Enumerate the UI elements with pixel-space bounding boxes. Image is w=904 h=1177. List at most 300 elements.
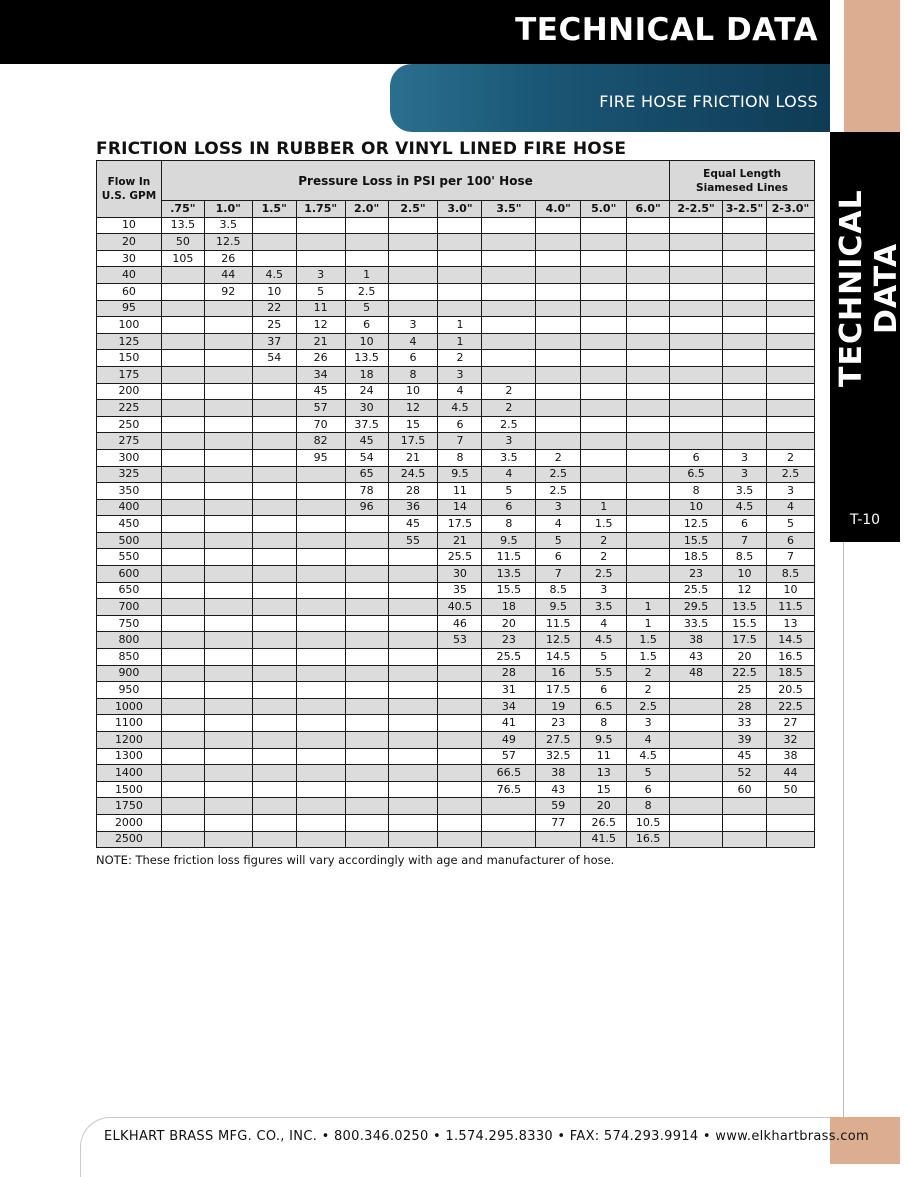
loss-cell: 11.5 <box>482 549 536 566</box>
table-row <box>97 649 815 666</box>
loss-cell <box>296 582 345 599</box>
loss-cell: 22.5 <box>723 665 767 682</box>
loss-cell: 30 <box>345 400 388 417</box>
loss-cell <box>766 333 814 350</box>
loss-cell: 6 <box>345 317 388 334</box>
loss-cell <box>627 416 670 433</box>
loss-cell: 4.5 <box>723 499 767 516</box>
loss-cell: 20.5 <box>766 682 814 699</box>
loss-cell: 4 <box>482 466 536 483</box>
loss-cell <box>161 383 204 400</box>
loss-cell: 5 <box>296 283 345 300</box>
loss-cell: 4.5 <box>627 748 670 765</box>
loss-cell <box>581 466 627 483</box>
table-row <box>97 416 815 433</box>
header-equal-line2: Siamesed Lines <box>696 181 789 194</box>
side-tab-label: TECHNICAL DATA <box>834 189 904 387</box>
loss-cell: 6 <box>723 516 767 533</box>
loss-cell <box>627 383 670 400</box>
loss-cell: 1 <box>627 599 670 616</box>
loss-cell <box>723 400 767 417</box>
table-title: FRICTION LOSS IN RUBBER OR VINYL LINED FIRE HOSE <box>96 139 627 159</box>
loss-cell <box>345 798 388 815</box>
loss-cell <box>766 383 814 400</box>
loss-cell: 2.5 <box>581 566 627 583</box>
loss-cell <box>627 366 670 383</box>
loss-cell <box>670 300 723 317</box>
loss-cell <box>296 682 345 699</box>
loss-cell: 20 <box>482 615 536 632</box>
loss-cell: 16.5 <box>627 831 670 848</box>
loss-cell: 25.5 <box>670 582 723 599</box>
header-size-cell: 4.0" <box>536 201 581 218</box>
loss-cell <box>204 765 252 782</box>
loss-cell <box>723 217 767 234</box>
loss-cell <box>204 781 252 798</box>
loss-cell <box>161 483 204 500</box>
loss-cell <box>723 798 767 815</box>
loss-cell <box>627 516 670 533</box>
loss-cell: 3.5 <box>204 217 252 234</box>
loss-cell: 18.5 <box>766 665 814 682</box>
loss-cell: 7 <box>438 433 482 450</box>
loss-cell: 13.5 <box>161 217 204 234</box>
loss-cell <box>388 250 438 267</box>
loss-cell <box>296 483 345 500</box>
loss-cell <box>161 698 204 715</box>
loss-cell <box>536 383 581 400</box>
loss-cell <box>766 217 814 234</box>
loss-cell: 28 <box>388 483 438 500</box>
loss-cell: 43 <box>670 649 723 666</box>
table-row <box>97 831 815 848</box>
header-flow: Flow In U.S. GPM <box>97 161 162 218</box>
table-row <box>97 798 815 815</box>
flow-cell: 10 <box>97 217 162 234</box>
loss-cell <box>670 781 723 798</box>
loss-cell: 49 <box>482 732 536 749</box>
loss-cell <box>670 715 723 732</box>
loss-cell <box>345 781 388 798</box>
loss-cell <box>670 234 723 251</box>
loss-cell: 26 <box>204 250 252 267</box>
loss-cell: 2 <box>627 682 670 699</box>
table-row <box>97 748 815 765</box>
loss-cell: 21 <box>388 449 438 466</box>
loss-cell <box>252 499 296 516</box>
loss-cell <box>438 217 482 234</box>
loss-cell <box>482 317 536 334</box>
loss-cell <box>204 715 252 732</box>
loss-cell <box>581 267 627 284</box>
loss-cell: 12.5 <box>204 234 252 251</box>
loss-cell <box>581 217 627 234</box>
loss-cell: 14 <box>438 499 482 516</box>
loss-cell: 32 <box>766 732 814 749</box>
loss-cell: 6.5 <box>670 466 723 483</box>
flow-cell: 1750 <box>97 798 162 815</box>
flow-cell: 750 <box>97 615 162 632</box>
flow-cell: 225 <box>97 400 162 417</box>
loss-cell <box>204 532 252 549</box>
loss-cell <box>252 665 296 682</box>
loss-cell <box>482 831 536 848</box>
loss-cell <box>388 814 438 831</box>
loss-cell <box>766 234 814 251</box>
page-title: TECHNICAL DATA <box>515 12 818 48</box>
loss-cell <box>204 416 252 433</box>
loss-cell <box>670 698 723 715</box>
loss-cell: 23 <box>482 632 536 649</box>
loss-cell: 26 <box>296 350 345 367</box>
loss-cell: 20 <box>723 649 767 666</box>
loss-cell <box>627 466 670 483</box>
loss-cell <box>581 366 627 383</box>
loss-cell <box>536 267 581 284</box>
header-size-cell: .75" <box>161 201 204 218</box>
header-equal-length <box>670 161 815 201</box>
loss-cell <box>252 383 296 400</box>
loss-cell: 4.5 <box>252 267 296 284</box>
loss-cell: 17.5 <box>723 632 767 649</box>
loss-cell: 15.5 <box>670 532 723 549</box>
loss-cell <box>388 798 438 815</box>
loss-cell <box>723 831 767 848</box>
flow-cell: 900 <box>97 665 162 682</box>
loss-cell: 8.5 <box>723 549 767 566</box>
loss-cell: 5 <box>482 483 536 500</box>
table-row <box>97 483 815 500</box>
loss-cell <box>345 217 388 234</box>
loss-cell <box>766 350 814 367</box>
loss-cell <box>345 234 388 251</box>
loss-cell <box>296 499 345 516</box>
loss-cell: 11 <box>581 748 627 765</box>
loss-cell <box>204 599 252 616</box>
loss-cell: 2.5 <box>482 416 536 433</box>
loss-cell <box>388 566 438 583</box>
flow-cell: 1300 <box>97 748 162 765</box>
loss-cell <box>627 317 670 334</box>
loss-cell: 15 <box>388 416 438 433</box>
loss-cell: 41.5 <box>581 831 627 848</box>
loss-cell: 3.5 <box>482 449 536 466</box>
loss-cell <box>438 814 482 831</box>
loss-cell <box>345 532 388 549</box>
loss-cell <box>161 615 204 632</box>
loss-cell <box>345 814 388 831</box>
loss-cell <box>161 516 204 533</box>
table-row <box>97 283 815 300</box>
loss-cell <box>627 267 670 284</box>
flow-cell: 20 <box>97 234 162 251</box>
loss-cell <box>296 715 345 732</box>
header-size-cell: 2.0" <box>345 201 388 218</box>
loss-cell <box>388 715 438 732</box>
loss-cell <box>252 715 296 732</box>
loss-cell <box>296 831 345 848</box>
flow-cell: 150 <box>97 350 162 367</box>
loss-cell <box>670 748 723 765</box>
loss-cell <box>670 366 723 383</box>
loss-cell <box>296 599 345 616</box>
loss-cell <box>161 499 204 516</box>
loss-cell: 18 <box>482 599 536 616</box>
loss-cell: 76.5 <box>482 781 536 798</box>
loss-cell: 9.5 <box>438 466 482 483</box>
loss-cell: 33.5 <box>670 615 723 632</box>
loss-cell: 27.5 <box>536 732 581 749</box>
table-row <box>97 682 815 699</box>
header-sizes-row <box>97 201 815 218</box>
table-row <box>97 350 815 367</box>
loss-cell <box>536 831 581 848</box>
loss-cell <box>627 234 670 251</box>
loss-cell <box>345 698 388 715</box>
loss-cell: 22.5 <box>766 698 814 715</box>
table-row <box>97 632 815 649</box>
loss-cell <box>627 549 670 566</box>
loss-cell: 3 <box>766 483 814 500</box>
loss-cell <box>438 698 482 715</box>
loss-cell: 3 <box>723 449 767 466</box>
loss-cell <box>627 449 670 466</box>
header-size-cell: 6.0" <box>627 201 670 218</box>
footer-contact: ELKHART BRASS MFG. CO., INC. • 800.346.0250 • 1.574.295.8330 • FAX: 574.293.9914 • www.elkhartbrass.com <box>104 1129 869 1144</box>
loss-cell <box>536 217 581 234</box>
loss-cell <box>723 333 767 350</box>
loss-cell <box>438 234 482 251</box>
loss-cell: 10 <box>670 499 723 516</box>
loss-cell: 50 <box>766 781 814 798</box>
page-number: T-10 <box>849 512 881 528</box>
loss-cell: 96 <box>345 499 388 516</box>
loss-cell: 2 <box>766 449 814 466</box>
loss-cell <box>670 333 723 350</box>
table-row <box>97 615 815 632</box>
loss-cell <box>252 466 296 483</box>
loss-cell <box>252 433 296 450</box>
loss-cell: 7 <box>723 532 767 549</box>
table-row <box>97 250 815 267</box>
loss-cell <box>581 283 627 300</box>
loss-cell: 24.5 <box>388 466 438 483</box>
loss-cell: 30 <box>438 566 482 583</box>
loss-cell <box>204 748 252 765</box>
loss-cell <box>296 748 345 765</box>
table-row <box>97 449 815 466</box>
loss-cell: 17.5 <box>438 516 482 533</box>
loss-cell: 5.5 <box>581 665 627 682</box>
loss-cell <box>482 366 536 383</box>
loss-cell: 21 <box>296 333 345 350</box>
loss-cell <box>345 516 388 533</box>
loss-cell <box>252 234 296 251</box>
loss-cell: 45 <box>388 516 438 533</box>
loss-cell <box>388 831 438 848</box>
loss-cell <box>723 267 767 284</box>
loss-cell: 6 <box>482 499 536 516</box>
loss-cell <box>252 632 296 649</box>
loss-cell <box>388 267 438 284</box>
loss-cell: 23 <box>670 566 723 583</box>
flow-cell: 2000 <box>97 814 162 831</box>
table-row <box>97 366 815 383</box>
loss-cell: 5 <box>766 516 814 533</box>
loss-cell <box>204 582 252 599</box>
loss-cell <box>204 300 252 317</box>
loss-cell <box>252 814 296 831</box>
table-row <box>97 582 815 599</box>
loss-cell: 13 <box>766 615 814 632</box>
loss-cell <box>438 300 482 317</box>
loss-cell <box>296 466 345 483</box>
loss-cell: 54 <box>345 449 388 466</box>
loss-cell: 1 <box>627 615 670 632</box>
loss-cell: 38 <box>766 748 814 765</box>
loss-cell <box>670 250 723 267</box>
flow-cell: 800 <box>97 632 162 649</box>
loss-cell <box>296 250 345 267</box>
loss-cell <box>627 566 670 583</box>
loss-cell <box>388 599 438 616</box>
loss-cell: 1 <box>345 267 388 284</box>
loss-cell <box>204 632 252 649</box>
table-row <box>97 267 815 284</box>
loss-cell <box>388 698 438 715</box>
loss-cell: 12.5 <box>670 516 723 533</box>
loss-cell <box>161 632 204 649</box>
loss-cell <box>766 798 814 815</box>
table-row <box>97 566 815 583</box>
loss-cell: 35 <box>438 582 482 599</box>
loss-cell <box>766 366 814 383</box>
loss-cell <box>627 483 670 500</box>
table-row <box>97 765 815 782</box>
loss-cell: 57 <box>296 400 345 417</box>
table-row <box>97 781 815 798</box>
loss-cell <box>670 831 723 848</box>
loss-cell: 9.5 <box>536 599 581 616</box>
loss-cell <box>581 350 627 367</box>
loss-cell <box>581 333 627 350</box>
loss-cell <box>388 649 438 666</box>
loss-cell: 59 <box>536 798 581 815</box>
loss-cell: 5 <box>627 765 670 782</box>
loss-cell: 6 <box>766 532 814 549</box>
loss-cell <box>252 366 296 383</box>
loss-cell <box>252 532 296 549</box>
loss-cell: 6 <box>581 682 627 699</box>
loss-cell: 45 <box>296 383 345 400</box>
loss-cell: 8 <box>438 449 482 466</box>
loss-cell <box>161 317 204 334</box>
loss-cell: 40.5 <box>438 599 482 616</box>
loss-cell <box>252 483 296 500</box>
loss-cell <box>536 283 581 300</box>
loss-cell <box>345 599 388 616</box>
loss-cell: 8 <box>482 516 536 533</box>
loss-cell <box>296 814 345 831</box>
loss-cell <box>252 765 296 782</box>
flow-cell: 500 <box>97 532 162 549</box>
loss-cell <box>161 549 204 566</box>
loss-cell <box>296 632 345 649</box>
flow-cell: 60 <box>97 283 162 300</box>
loss-cell <box>388 632 438 649</box>
loss-cell: 3 <box>581 582 627 599</box>
loss-cell <box>296 798 345 815</box>
table-row <box>97 549 815 566</box>
loss-cell: 3 <box>482 433 536 450</box>
loss-cell: 18.5 <box>670 549 723 566</box>
flow-cell: 200 <box>97 383 162 400</box>
loss-cell <box>388 781 438 798</box>
loss-cell <box>536 250 581 267</box>
loss-cell <box>252 798 296 815</box>
table-row <box>97 466 815 483</box>
loss-cell <box>581 483 627 500</box>
flow-cell: 350 <box>97 483 162 500</box>
loss-cell: 8 <box>388 366 438 383</box>
loss-cell: 28 <box>723 698 767 715</box>
loss-cell <box>536 234 581 251</box>
loss-cell: 3.5 <box>723 483 767 500</box>
flow-cell: 175 <box>97 366 162 383</box>
loss-cell <box>345 250 388 267</box>
loss-cell <box>438 250 482 267</box>
loss-cell: 3.5 <box>581 599 627 616</box>
loss-cell <box>204 333 252 350</box>
table-row <box>97 665 815 682</box>
loss-cell <box>388 765 438 782</box>
loss-cell: 13.5 <box>482 566 536 583</box>
loss-cell: 37 <box>252 333 296 350</box>
loss-cell: 34 <box>296 366 345 383</box>
loss-cell <box>296 234 345 251</box>
table-row <box>97 234 815 251</box>
loss-cell <box>345 649 388 666</box>
flow-cell: 450 <box>97 516 162 533</box>
loss-cell <box>204 433 252 450</box>
loss-cell: 13.5 <box>723 599 767 616</box>
side-accent-top <box>844 0 900 132</box>
loss-cell <box>345 765 388 782</box>
loss-cell: 54 <box>252 350 296 367</box>
loss-cell <box>161 267 204 284</box>
loss-cell <box>252 698 296 715</box>
loss-cell: 48 <box>670 665 723 682</box>
loss-cell: 60 <box>723 781 767 798</box>
loss-cell: 78 <box>345 483 388 500</box>
loss-cell <box>252 615 296 632</box>
loss-cell <box>296 781 345 798</box>
loss-cell <box>766 300 814 317</box>
loss-cell <box>536 366 581 383</box>
loss-cell: 2 <box>438 350 482 367</box>
loss-cell: 26.5 <box>581 814 627 831</box>
loss-cell <box>161 566 204 583</box>
loss-cell <box>204 831 252 848</box>
table-note: NOTE: These friction loss figures will vary accordingly with age and manufacturer of hose. <box>96 853 615 867</box>
header-size-cell: 1.75" <box>296 201 345 218</box>
loss-cell <box>670 383 723 400</box>
loss-cell <box>388 665 438 682</box>
loss-cell <box>296 732 345 749</box>
loss-cell: 6 <box>388 350 438 367</box>
loss-cell <box>670 400 723 417</box>
loss-cell <box>388 283 438 300</box>
